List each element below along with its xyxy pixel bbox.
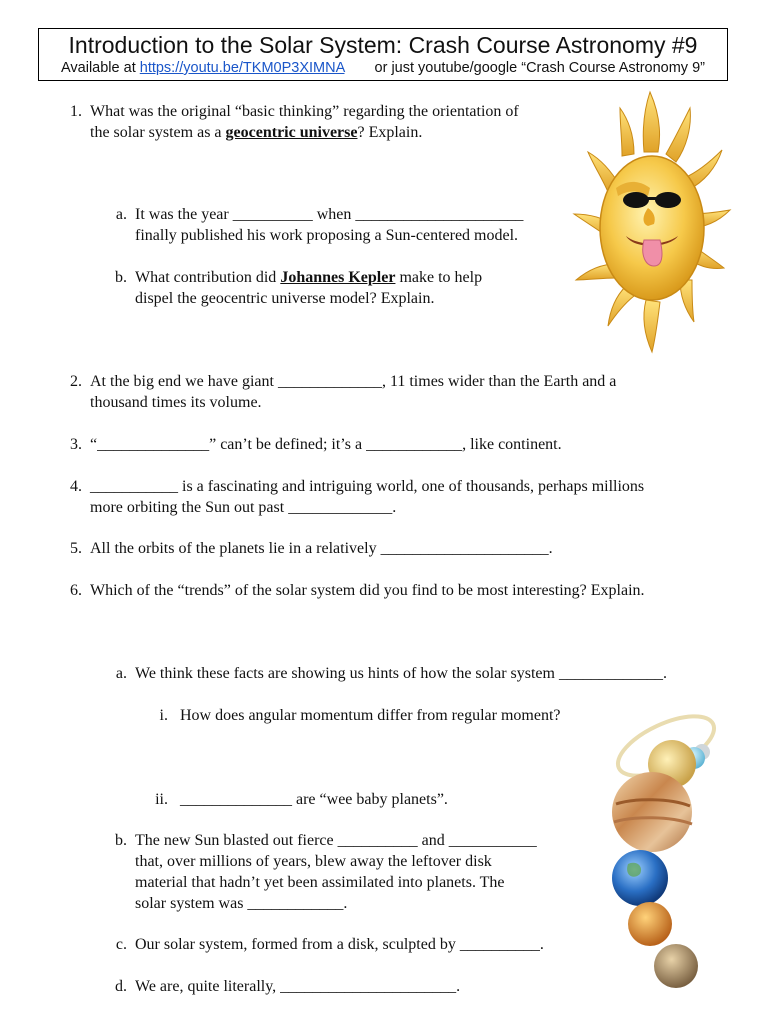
question-letter: b. <box>115 832 127 849</box>
question-number: 1. <box>70 103 82 120</box>
video-link[interactable]: https://youtu.be/TKM0P3XIMNA <box>139 60 345 76</box>
question-text: Which of the “trends” of the solar system did you find to be most interesting? Explain. <box>90 582 645 599</box>
question-text: We think these facts are showing us hints of how the solar system _____________. <box>135 665 667 682</box>
question-line: What contribution did Johannes Kepler make to help <box>135 269 483 286</box>
question-line: the solar system as a geocentric universe? Explain. <box>90 124 423 141</box>
question-line: solar system was ____________. <box>135 895 348 912</box>
question-letter: c. <box>115 936 127 953</box>
question-line: finally published his work proposing a Sun-centered model. <box>135 227 519 244</box>
question-text <box>135 267 482 309</box>
question-4 <box>62 476 712 520</box>
question-6a-i <box>148 705 608 727</box>
question-text <box>90 101 519 143</box>
question-2 <box>62 371 712 415</box>
question-text: All the orbits of the planets lie in a relatively _____________________. <box>90 540 553 557</box>
question-text <box>135 830 537 914</box>
worksheet-title: Introduction to the Solar System: Crash Course Astronomy #9 <box>68 32 698 58</box>
planets-lineup-image <box>604 694 724 999</box>
question-roman: i. <box>159 707 168 724</box>
question-line: thousand times its volume. <box>90 394 262 411</box>
question-line: What was the original “basic thinking” regarding the orientation of <box>90 103 519 120</box>
question-1a <box>107 204 567 248</box>
question-line: dispel the geocentric universe model? Explain. <box>135 290 435 307</box>
term-geocentric-universe: geocentric universe <box>225 124 358 141</box>
question-text: ______________ are “wee baby planets”. <box>180 791 448 808</box>
question-text <box>90 476 644 518</box>
question-letter: b. <box>115 269 127 286</box>
question-letter: a. <box>115 206 127 223</box>
question-text <box>90 371 616 413</box>
question-6d <box>107 976 587 998</box>
available-prefix: Available at <box>61 60 136 76</box>
question-number: 2. <box>70 373 82 390</box>
question-text: How does angular momentum differ from regular moment? <box>180 707 561 724</box>
term-johannes-kepler: Johannes Kepler <box>280 269 396 286</box>
question-roman: ii. <box>155 791 168 808</box>
alt-search-text: or just youtube/google “Crash Course Astronomy 9” <box>374 60 705 76</box>
question-line: It was the year __________ when _____________________ <box>135 206 524 223</box>
question-line: that, over millions of years, blew away the leftover disk <box>135 853 492 870</box>
source-line <box>39 59 727 77</box>
question-6b <box>107 830 587 916</box>
question-number: 4. <box>70 478 82 495</box>
question-6a-ii <box>148 789 608 811</box>
cartoon-sun-image <box>572 90 732 355</box>
question-line: ___________ is a fascinating and intriguing world, one of thousands, perhaps millions <box>90 478 645 495</box>
question-5 <box>62 538 712 560</box>
question-text: Our solar system, formed from a disk, sculpted by __________. <box>135 936 544 953</box>
question-text <box>135 204 523 246</box>
question-number: 6. <box>70 582 82 599</box>
worksheet-header <box>38 28 728 81</box>
question-letter: d. <box>115 978 127 995</box>
question-6c <box>107 934 587 956</box>
question-3 <box>62 434 712 456</box>
question-line: At the big end we have giant _____________, 11 times wider than the Earth and a <box>90 373 617 390</box>
question-number: 5. <box>70 540 82 557</box>
question-line: more orbiting the Sun out past _____________. <box>90 499 397 516</box>
question-1b <box>107 267 567 311</box>
question-text: We are, quite literally, ______________________. <box>135 978 461 995</box>
question-line: The new Sun blasted out fierce __________ and ___________ <box>135 832 537 849</box>
question-line: material that hadn’t yet been assimilated into planets. The <box>135 874 505 891</box>
question-6a <box>107 663 727 685</box>
question-6 <box>62 580 722 602</box>
question-letter: a. <box>115 665 127 682</box>
question-1 <box>62 101 562 145</box>
question-text: “______________” can’t be defined; it’s a ____________, like continent. <box>90 436 562 453</box>
question-number: 3. <box>70 436 82 453</box>
